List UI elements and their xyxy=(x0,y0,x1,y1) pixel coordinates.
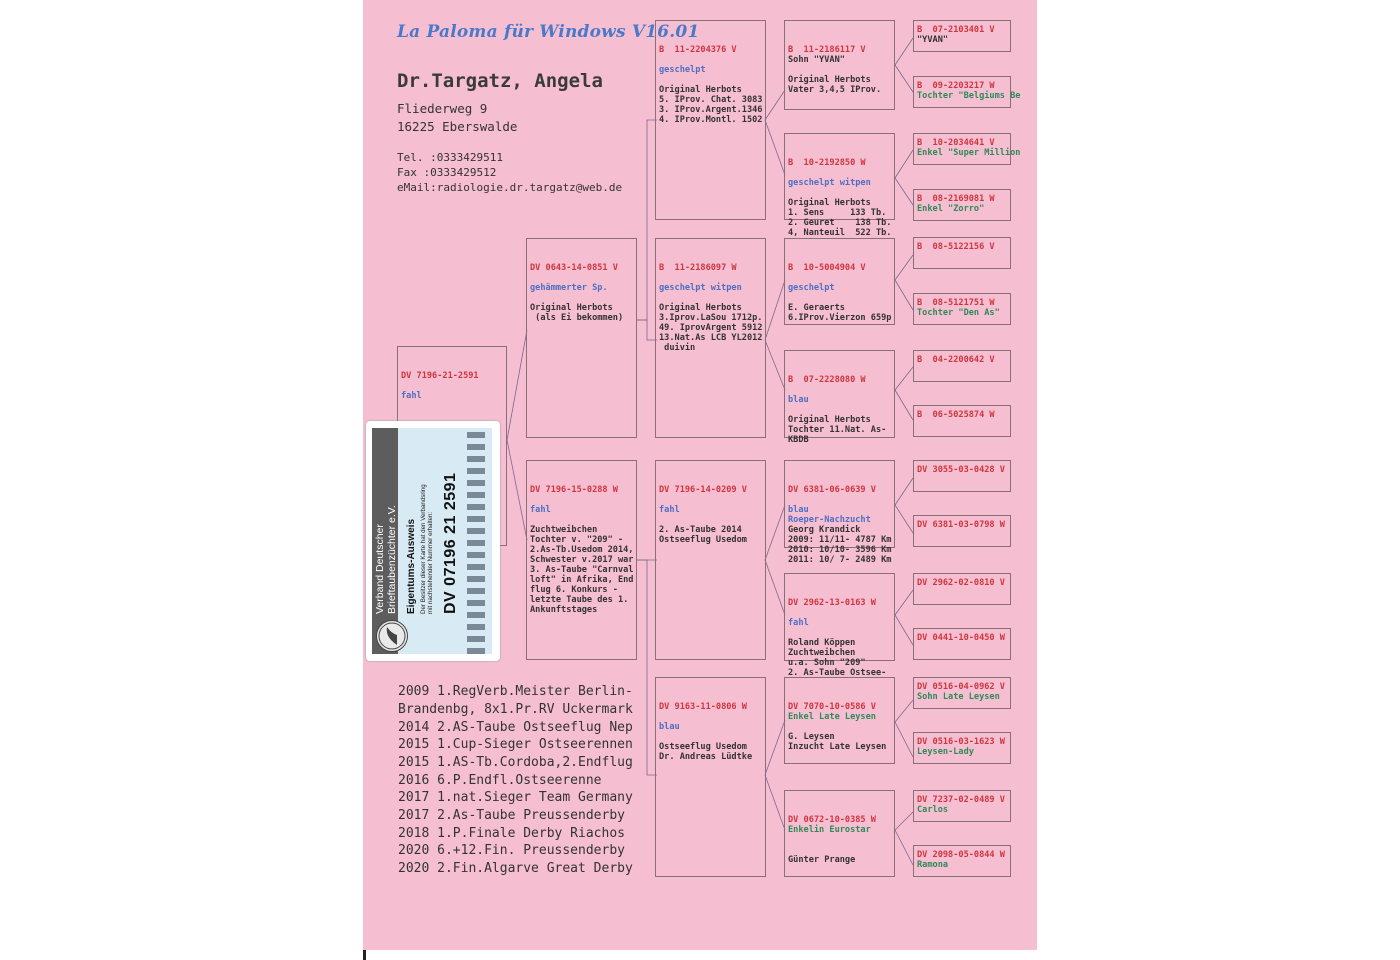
achievement-line: 2020 2.Fin.Algarve Great Derby xyxy=(398,861,633,876)
bird-subtitle: Leysen-Lady xyxy=(917,747,974,757)
note-line: letzte Taube des 1. xyxy=(530,595,629,605)
gggp-10 xyxy=(913,515,1011,547)
owner-fax: Fax :0333429512 xyxy=(397,166,497,179)
gggp-9 xyxy=(913,460,1011,492)
note-line: Zuchtweibchen xyxy=(530,525,598,535)
ring-number: DV 7237-02-0489 V xyxy=(917,795,1005,805)
ring-number: B 07-2103401 V xyxy=(917,25,995,35)
note-line: Roland Köppen xyxy=(788,638,856,648)
dam-bird xyxy=(526,460,637,660)
gggp-7 xyxy=(913,350,1011,382)
note-line: (als Ei bekommen) xyxy=(530,313,624,323)
ring-number: B 08-5121751 W xyxy=(917,298,995,308)
bird-color: fahl xyxy=(401,391,422,401)
achievement-line: Brandenbg, 8x1.Pr.RV Uckermark xyxy=(398,702,633,717)
note-line: 3.Iprov.LaSou 1712p. xyxy=(659,313,763,323)
ring-number: DV 2962-13-0163 W xyxy=(788,598,876,608)
note-line: 2. As-Taube Ostsee- xyxy=(788,668,887,678)
great-grandparent-3 xyxy=(784,238,895,325)
bird-color: geschelpt witpen xyxy=(788,178,871,188)
note-line: 2. As-Taube 2014 xyxy=(659,525,742,535)
note-line: KBDB xyxy=(788,435,809,445)
great-grandparent-5 xyxy=(784,460,895,565)
note-line: Günter Prange xyxy=(788,855,856,865)
grandparent-2 xyxy=(655,238,766,438)
note-line: u.a. Sohn "209" xyxy=(788,658,866,668)
note-line: Georg Krandick xyxy=(788,525,861,535)
note-line: Dr. Andreas Lüdtke xyxy=(659,752,753,762)
ring-number: B 11-2186117 V xyxy=(788,45,866,55)
sticker-text xyxy=(420,484,434,614)
note-line: 2009: 11/11- 4787 Km xyxy=(788,535,892,545)
ring-number: B 06-5025874 W xyxy=(917,410,995,420)
bird-color: gehämmerter Sp. xyxy=(530,283,608,293)
owner-tel: Tel. :0333429511 xyxy=(397,151,503,164)
ring-number: B 08-5122156 V xyxy=(917,242,995,252)
bird-subtitle: Enkel "Super Million xyxy=(917,148,1021,158)
gggp-15 xyxy=(913,790,1011,822)
great-grandparent-7 xyxy=(784,677,895,764)
achievement-line: 2017 2.As-Taube Preussenderby xyxy=(398,808,625,823)
great-grandparent-6 xyxy=(784,573,895,678)
bird-color: geschelpt witpen xyxy=(659,283,742,293)
note-line: 4, Nanteuil 522 Tb. xyxy=(788,228,892,238)
ring-number: B 08-2169081 W xyxy=(917,194,995,204)
app-title: La Paloma für Windows V16.01 xyxy=(397,22,700,42)
gggp-14 xyxy=(913,732,1011,764)
bird-color: geschelpt xyxy=(788,283,835,293)
ring-number: DV 2962-02-0810 V xyxy=(917,578,1005,588)
note-line: G. Leysen xyxy=(788,732,835,742)
grandparent-4 xyxy=(655,677,766,877)
note-line: 2011: 10/ 7- 2489 Km xyxy=(788,555,892,565)
note-line: Ankunftstages xyxy=(530,605,598,615)
great-grandparent-2 xyxy=(784,133,895,238)
ring-number: B 11-2186097 W xyxy=(659,263,737,273)
bird-color-2: Roeper-Nachzucht xyxy=(788,515,871,525)
owner-email: eMail:radiologie.dr.targatz@web.de xyxy=(397,181,623,194)
note-line: 5. IProv. Chat. 3083 xyxy=(659,95,763,105)
ring-number: DV 6381-06-0639 V xyxy=(788,485,876,495)
note-line: loft" in Afrika, End xyxy=(530,575,634,585)
ring-number: DV 7196-21-2591 xyxy=(401,371,479,381)
note-line: 1. Sens 133 Tb. xyxy=(788,208,887,218)
achievement-line: 2020 6.+12.Fin. Preussenderby xyxy=(398,843,625,858)
ring-number: B 04-2200642 V xyxy=(917,355,995,365)
ring-number: DV 7196-15-0288 W xyxy=(530,485,618,495)
note-line: Vater 3,4,5 IProv. xyxy=(788,85,882,95)
note-line: Zuchtweibchen xyxy=(788,648,856,658)
note-line: 3. IProv.Argent.1346 xyxy=(659,105,763,115)
note-line: Original Herbots xyxy=(530,303,613,313)
bird-subtitle: Carlos xyxy=(917,805,949,815)
ring-number: DV 0516-04-0962 V xyxy=(917,682,1005,692)
bird-color: blau xyxy=(659,722,680,732)
bird-color: fahl xyxy=(530,505,551,515)
achievement-line: 2015 1.AS-Tb.Cordoba,2.Endflug xyxy=(398,755,633,770)
note-line: 13.Nat.As LCB YL2012 xyxy=(659,333,763,343)
achievement-line: 2016 6.P.Endfl.Ostseerenne xyxy=(398,773,602,788)
bird-color: geschelpt xyxy=(659,65,706,75)
ring-number: B 10-2034641 V xyxy=(917,138,995,148)
achievement-line: 2014 2.AS-Taube Ostseeflug Nep xyxy=(398,720,633,735)
sticker-card xyxy=(372,428,492,654)
bird-subtitle: Sohn Late Leysen xyxy=(917,692,1000,702)
sticker-org-line1: Verband Deutscher xyxy=(374,524,386,614)
note-line: Schwester v.2017 war xyxy=(530,555,634,565)
sticker-ring-number: DV 07196 21 2591 xyxy=(442,472,459,614)
bird-subtitle: Enkelin Eurostar xyxy=(788,825,871,835)
note-line: Original Herbots xyxy=(659,303,742,313)
gggp-8 xyxy=(913,405,1011,437)
bird-subtitle: Tochter "Belgiums Be xyxy=(917,91,1021,101)
sticker-text-line2: mit nachstehender Nummer erhalten: xyxy=(427,511,434,614)
gggp-11 xyxy=(913,573,1011,605)
bird-subtitle: Ramona xyxy=(917,860,949,870)
sticker-pattern xyxy=(467,428,485,654)
great-grandparent-1 xyxy=(784,20,895,110)
ring-number: B 10-2192850 W xyxy=(788,158,866,168)
ring-number: DV 3055-03-0428 V xyxy=(917,465,1005,475)
gggp-13 xyxy=(913,677,1011,709)
sire-bird xyxy=(526,238,637,438)
ring-number: DV 2098-05-0844 W xyxy=(917,850,1005,860)
great-grandparent-8 xyxy=(784,790,895,877)
great-grandparent-4 xyxy=(784,350,895,445)
gggp-16 xyxy=(913,845,1011,877)
sticker-org xyxy=(374,505,398,614)
achievement-line: 2015 1.Cup-Sieger Ostseerennen xyxy=(398,737,633,752)
note-line: duivin xyxy=(659,343,696,353)
note-line: Inzucht Late Leysen xyxy=(788,742,887,752)
owner-street: Fliederweg 9 xyxy=(397,101,488,116)
note-line: 4. IProv.Montl. 1502 xyxy=(659,115,763,125)
note-line: Tochter 11.Nat. As- xyxy=(788,425,887,435)
ring-number: B 10-5004904 V xyxy=(788,263,866,273)
bird-subtitle: "YVAN" xyxy=(917,35,949,45)
ownership-sticker xyxy=(366,421,500,661)
note-line: Tochter v. "209" - xyxy=(530,535,624,545)
ring-number: DV 7196-14-0209 V xyxy=(659,485,747,495)
bird-color: fahl xyxy=(788,618,809,628)
achievement-line: 2017 1.nat.Sieger Team Germany xyxy=(398,790,633,805)
ring-number: DV 7070-10-0586 V xyxy=(788,702,876,712)
gggp-2 xyxy=(913,76,1021,108)
gggp-6 xyxy=(913,293,1011,325)
note-line: flug 6. Konkurs - xyxy=(530,585,618,595)
bird-color: blau xyxy=(788,505,809,515)
note-line: 6.IProv.Vierzon 659p xyxy=(788,313,892,323)
bird-color: fahl xyxy=(659,505,680,515)
ring-number: B 11-2204376 V xyxy=(659,45,737,55)
achievement-line: 2018 1.P.Finale Derby Riachos xyxy=(398,826,625,841)
note-line: Ostseeflug Usedom xyxy=(659,535,747,545)
pigeon-logo-icon xyxy=(376,620,408,652)
ring-number: B 07-2228080 W xyxy=(788,375,866,385)
owner-name: Dr.Targatz, Angela xyxy=(397,70,603,92)
note-line: Ostseeflug Usedom xyxy=(659,742,747,752)
gggp-3 xyxy=(913,133,1021,165)
note-line: Original Herbots xyxy=(788,75,871,85)
ring-number: DV 0672-10-0385 W xyxy=(788,815,876,825)
note-line: 3. As-Taube "Carnval xyxy=(530,565,634,575)
note-line: 49. IprovArgent 5912 xyxy=(659,323,763,333)
note-line: E. Geraerts xyxy=(788,303,845,313)
bird-subtitle: Sohn "YVAN" xyxy=(788,55,845,65)
note-line: 2010: 10/10- 3596 Km xyxy=(788,545,892,555)
gggp-12 xyxy=(913,628,1011,660)
ring-number: DV 0441-10-0450 W xyxy=(917,633,1005,643)
bird-subtitle: Enkel Late Leysen xyxy=(788,712,876,722)
achievement-line: 2009 1.RegVerb.Meister Berlin- xyxy=(398,684,633,699)
note-line: 2.As-Tb.Usedom 2014, xyxy=(530,545,634,555)
ring-number: DV 9163-11-0806 W xyxy=(659,702,747,712)
sticker-org-line2: Brieftaubenzüchter e.V. xyxy=(386,505,398,614)
note-line: 2. Geuret 138 Tb. xyxy=(788,218,892,228)
ring-number: B 09-2203217 W xyxy=(917,81,995,91)
bird-subtitle: Tochter "Den As" xyxy=(917,308,1000,318)
sticker-content xyxy=(372,428,492,654)
ring-number: DV 6381-03-0798 W xyxy=(917,520,1005,530)
ring-number: DV 0516-03-1623 W xyxy=(917,737,1005,747)
note-line: Original Herbots xyxy=(788,198,871,208)
gggp-4 xyxy=(913,189,1011,221)
owner-city: 16225 Eberswalde xyxy=(397,119,518,134)
gggp-1 xyxy=(913,20,1011,52)
grandparent-3 xyxy=(655,460,766,660)
sticker-title: Eigentums-Ausweis xyxy=(406,518,417,614)
gggp-5 xyxy=(913,237,1011,269)
note-line: Original Herbots xyxy=(788,415,871,425)
grandparent-1 xyxy=(655,20,766,220)
sticker-text-line1: Der Besitzer dieser Karte hat den Verbandsring xyxy=(420,484,427,614)
ring-number: DV 0643-14-0851 V xyxy=(530,263,618,273)
bird-color: blau xyxy=(788,395,809,405)
bird-subtitle: Enkel "Zorro" xyxy=(917,204,985,214)
note-line: Original Herbots xyxy=(659,85,742,95)
